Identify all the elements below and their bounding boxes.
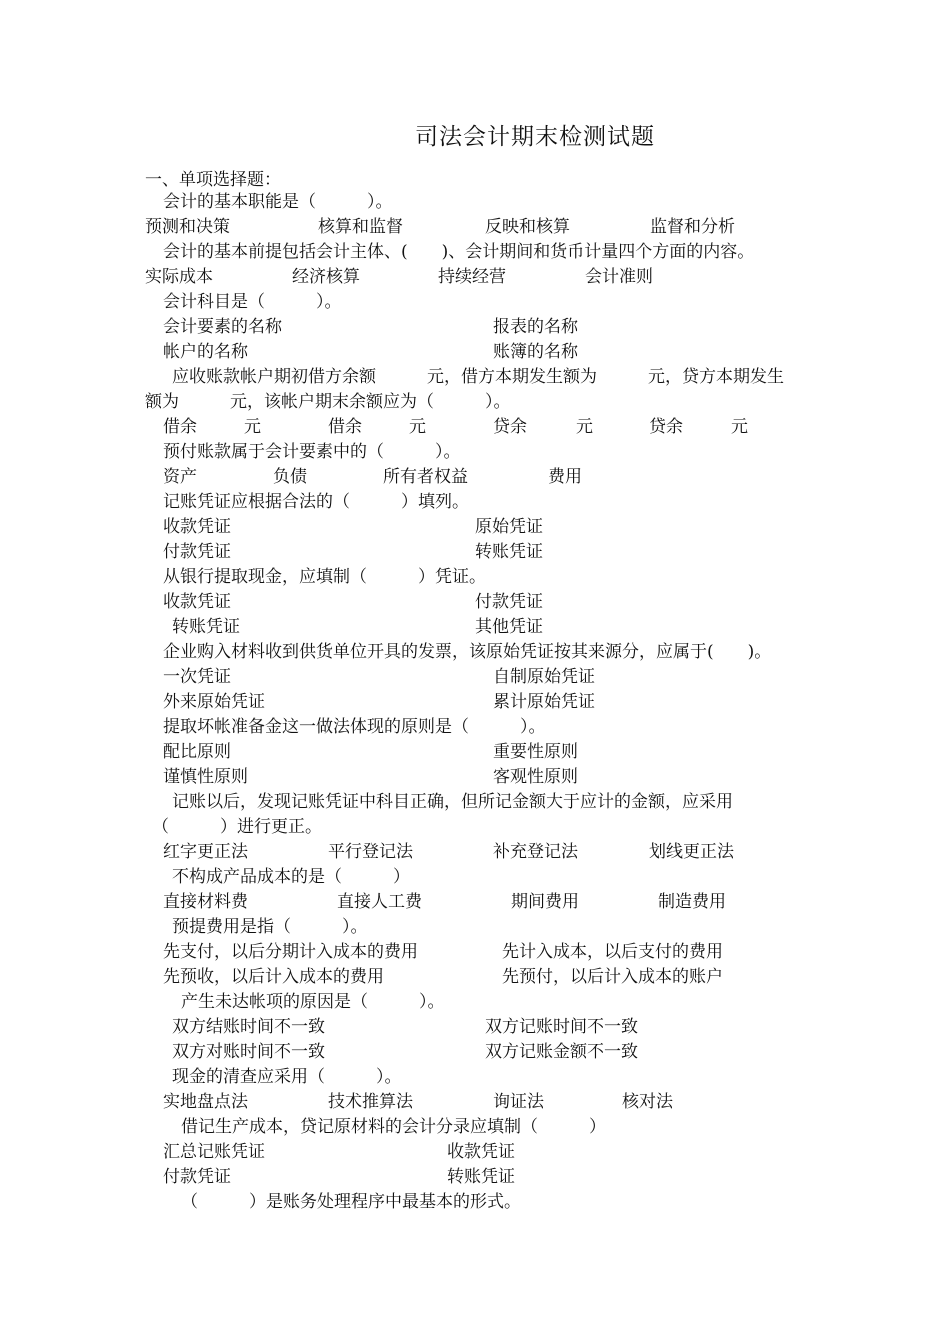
option-item: 转账凭证	[447, 1167, 515, 1187]
option-item: 询证法	[493, 1092, 544, 1112]
question-line: 会计的基本前提包括会计主体、( )、会计期间和货币计量四个方面的内容。	[163, 242, 755, 262]
option-item: 转账凭证	[172, 617, 240, 637]
option-item: 付款凭证	[163, 1167, 231, 1187]
option-item: 元	[731, 417, 748, 437]
option-row	[0, 415, 950, 439]
option-item: 资产	[163, 467, 197, 487]
question-line: 现金的清查应采用（ ）。	[172, 1067, 402, 1087]
section-heading: 一、单项选择题：	[145, 170, 281, 190]
page-title: 司法会计期末检测试题	[415, 124, 655, 150]
option-row	[0, 590, 950, 614]
option-row	[0, 940, 950, 964]
question-line: 预付账款属于会计要素中的（ ）。	[163, 442, 461, 462]
option-row	[0, 615, 950, 639]
option-row	[0, 1140, 950, 1164]
question-line: 企业购入材料收到供货单位开具的发票，该原始凭证按其来源分，应属于( )。	[163, 642, 772, 662]
option-item: 双方对账时间不一致	[172, 1042, 325, 1062]
option-item: 双方记账时间不一致	[485, 1017, 638, 1037]
option-item: 制造费用	[658, 892, 726, 912]
option-item: 汇总记账凭证	[163, 1142, 265, 1162]
question-line: 产生未达帐项的原因是（ ）。	[181, 992, 445, 1012]
question-line: 预提费用是指（ ）。	[172, 917, 368, 937]
question-line: 会计的基本职能是（ ）。	[163, 192, 393, 212]
option-item: 元	[409, 417, 426, 437]
option-item: 累计原始凭证	[493, 692, 595, 712]
option-item: 负债	[273, 467, 307, 487]
question-line: 提取坏帐准备金这一做法体现的原则是（ ）。	[163, 717, 546, 737]
option-item: 核算和监督	[318, 217, 403, 237]
option-item: 元	[244, 417, 261, 437]
option-item: 收款凭证	[447, 1142, 515, 1162]
option-item: 期间费用	[511, 892, 579, 912]
question-line: 额为 元，该帐户期末余额应为（ ）。	[145, 392, 511, 412]
option-row	[0, 690, 950, 714]
option-item: 付款凭证	[475, 592, 543, 612]
option-item: 实际成本	[145, 267, 213, 287]
option-row	[0, 1165, 950, 1189]
option-item: 核对法	[622, 1092, 673, 1112]
option-item: 转账凭证	[475, 542, 543, 562]
option-item: 外来原始凭证	[163, 692, 265, 712]
option-item: 帐户的名称	[163, 342, 248, 362]
option-row	[0, 515, 950, 539]
option-row	[0, 740, 950, 764]
option-item: 重要性原则	[493, 742, 578, 762]
question-line: 应收账款帐户期初借方余额 元，借方本期发生额为 元，贷方本期发生	[172, 367, 784, 387]
option-row	[0, 1090, 950, 1114]
question-line: 借记生产成本，贷记原材料的会计分录应填制（ ）	[181, 1117, 606, 1137]
option-item: 自制原始凭证	[493, 667, 595, 687]
option-item: 付款凭证	[163, 542, 231, 562]
option-row	[0, 340, 950, 364]
question-line: 会计科目是（ ）。	[163, 292, 342, 312]
option-item: 持续经营	[438, 267, 506, 287]
option-row	[0, 1015, 950, 1039]
option-item: 监督和分析	[650, 217, 735, 237]
option-item: 会计要素的名称	[163, 317, 282, 337]
option-row	[0, 965, 950, 989]
question-line: 不构成产品成本的是（ ）	[172, 867, 410, 887]
question-line: （ ）是账务处理程序中最基本的形式。	[181, 1192, 521, 1212]
option-item: 预测和决策	[145, 217, 230, 237]
option-item: 先支付，以后分期计入成本的费用	[163, 942, 418, 962]
option-item: 技术推算法	[328, 1092, 413, 1112]
option-item: 原始凭证	[475, 517, 543, 537]
option-item: 双方结账时间不一致	[172, 1017, 325, 1037]
option-item: 会计准则	[585, 267, 653, 287]
option-item: 账簿的名称	[493, 342, 578, 362]
option-item: 其他凭证	[475, 617, 543, 637]
option-item: 费用	[548, 467, 582, 487]
option-item: 所有者权益	[383, 467, 468, 487]
question-line: 从银行提取现金，应填制（ ）凭证。	[163, 567, 486, 587]
option-row	[0, 215, 950, 239]
option-item: 直接材料费	[163, 892, 248, 912]
option-item: 补充登记法	[493, 842, 578, 862]
option-item: 先预收，以后计入成本的费用	[163, 967, 384, 987]
option-row	[0, 665, 950, 689]
option-row	[0, 1040, 950, 1064]
option-row	[0, 840, 950, 864]
option-item: 红字更正法	[163, 842, 248, 862]
option-item: 报表的名称	[493, 317, 578, 337]
option-item: 元	[576, 417, 593, 437]
option-item: 收款凭证	[163, 517, 231, 537]
option-item: 配比原则	[163, 742, 231, 762]
question-line: （ ）进行更正。	[152, 817, 322, 837]
option-item: 借余	[328, 417, 362, 437]
option-item: 先计入成本，以后支付的费用	[502, 942, 723, 962]
question-line: 记账以后，发现记账凭证中科目正确，但所记金额大于应计的金额，应采用	[172, 792, 733, 812]
option-item: 双方记账金额不一致	[485, 1042, 638, 1062]
option-item: 反映和核算	[485, 217, 570, 237]
option-item: 划线更正法	[649, 842, 734, 862]
option-item: 先预付，以后计入成本的账户	[502, 967, 723, 987]
option-item: 收款凭证	[163, 592, 231, 612]
option-item: 客观性原则	[493, 767, 578, 787]
option-item: 经济核算	[292, 267, 360, 287]
option-item: 实地盘点法	[163, 1092, 248, 1112]
option-item: 谨慎性原则	[163, 767, 248, 787]
question-line: 记账凭证应根据合法的（ ）填列。	[163, 492, 469, 512]
option-item: 贷余	[649, 417, 683, 437]
option-item: 一次凭证	[163, 667, 231, 687]
option-row	[0, 315, 950, 339]
option-item: 借余	[163, 417, 197, 437]
option-row	[0, 465, 950, 489]
option-item: 贷余	[493, 417, 527, 437]
option-row	[0, 265, 950, 289]
option-row	[0, 540, 950, 564]
option-row	[0, 890, 950, 914]
option-item: 直接人工费	[337, 892, 422, 912]
option-row	[0, 765, 950, 789]
option-item: 平行登记法	[328, 842, 413, 862]
